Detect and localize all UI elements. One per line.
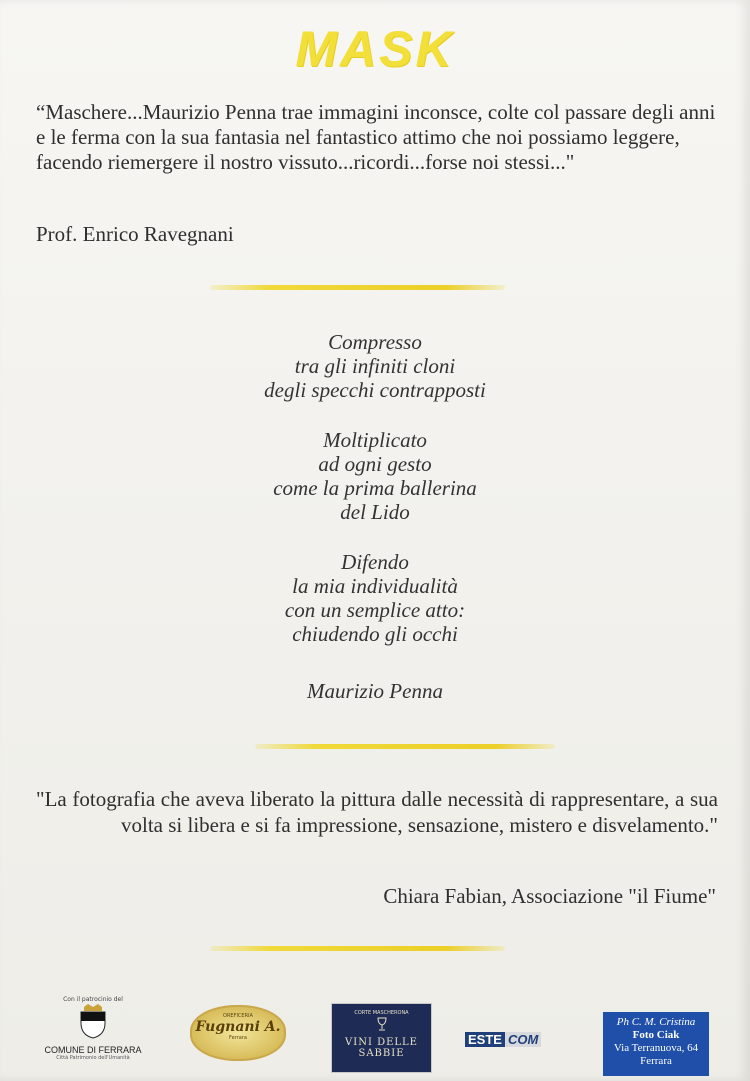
studio-address: Via Terranuova, 64 bbox=[613, 1042, 699, 1054]
poem-line: Moltiplicato bbox=[323, 428, 427, 452]
quote-fabian: "La fotografia che aveva liberato la pittura dalle necessità di rappresentare, a sua volta si libera e si fa impressione, sensazione, mistero e disvelamento." bbox=[36, 787, 718, 837]
estecom-part-2: COM bbox=[505, 1032, 541, 1047]
studio-name: Foto Ciak bbox=[632, 1029, 680, 1041]
divider-1 bbox=[210, 285, 505, 290]
wine-glass-icon bbox=[375, 1017, 389, 1031]
fugnani-bottom-text: Ferrara bbox=[229, 1035, 247, 1041]
fugnani-name: Fugnani A. bbox=[195, 1019, 281, 1035]
quote-ravegnani: “Maschere...Maurizio Penna trae immagini inconsce, colte col passare degli anni e le ferma con la sua fantasia nel fantastico attimo che noi possiamo leggere, facendo riemergere il nostro vissuto...ricordi...forse noi stessi..." bbox=[36, 100, 716, 174]
poem-stanza-1 bbox=[0, 330, 750, 402]
foto-ciak-logo bbox=[603, 1012, 709, 1076]
poem-line: del Lido bbox=[340, 500, 410, 524]
estecom-part-1: ESTE bbox=[465, 1032, 505, 1047]
comune-ferrara-logo bbox=[38, 996, 148, 1068]
quote-ravegnani-author: Prof. Enrico Ravegnani bbox=[36, 222, 234, 246]
poem-line: degli specchi contrapposti bbox=[264, 378, 486, 402]
poem-line: con un semplice atto: bbox=[284, 598, 466, 622]
crest-icon bbox=[78, 1003, 108, 1039]
poem-line: Compresso bbox=[328, 330, 422, 354]
fugnani-logo bbox=[190, 1005, 286, 1061]
comune-name: COMUNE DI FERRARA bbox=[44, 1045, 142, 1055]
photographer-credit: Ph C. M. Cristina bbox=[616, 1016, 696, 1028]
estecom-logo bbox=[465, 1032, 541, 1048]
poem-line: la mia individualità bbox=[292, 574, 458, 598]
divider-3 bbox=[210, 946, 505, 951]
poem-line: Difendo bbox=[341, 550, 409, 574]
poem-line: come la prima ballerina bbox=[273, 476, 477, 500]
vini-name: VINI DELLE SABBIE bbox=[345, 1037, 418, 1059]
poem-author: Maurizio Penna bbox=[307, 679, 443, 703]
poem-stanza-3 bbox=[0, 550, 750, 646]
comune-patrocinio-text: Con il patrocinio del bbox=[63, 996, 123, 1003]
vini-brand: CORTE MASCHERONA bbox=[354, 1010, 409, 1016]
quote-fabian-author: Chiara Fabian, Associazione "il Fiume" bbox=[383, 884, 716, 908]
vini-delle-sabbie-logo bbox=[331, 1003, 432, 1073]
page-title: MASK bbox=[295, 21, 455, 77]
poem-stanza-2 bbox=[0, 428, 750, 524]
fugnani-top-text: OREFICERIA bbox=[223, 1013, 253, 1019]
poem bbox=[0, 330, 750, 672]
studio-city: Ferrara bbox=[640, 1055, 672, 1067]
divider-2 bbox=[255, 744, 555, 749]
poem-line: chiudendo gli occhi bbox=[292, 622, 458, 646]
poem-line: tra gli infiniti cloni bbox=[294, 354, 456, 378]
comune-subtitle: Città Patrimonio dell'Umanità bbox=[56, 1055, 130, 1061]
poem-line: ad ogni gesto bbox=[318, 452, 432, 476]
